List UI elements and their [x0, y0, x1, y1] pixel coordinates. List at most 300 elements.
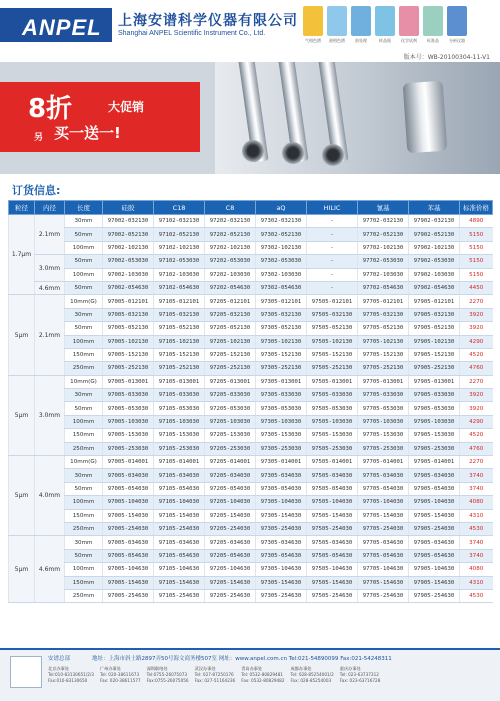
part-number-cell: 97105-053030: [154, 402, 205, 415]
part-number-cell: 97702-032130: [358, 215, 409, 228]
part-number-cell: 97205-253030: [205, 442, 256, 455]
part-number-cell: 97905-034030: [409, 469, 460, 482]
part-number-cell: 97902-053030: [409, 255, 460, 268]
office-contact: [241, 666, 284, 684]
part-number-cell: 97905-012101: [409, 295, 460, 308]
part-number-cell: 97705-252130: [358, 362, 409, 375]
part-number-cell: 97705-104030: [358, 496, 409, 509]
part-number-cell: -: [307, 215, 358, 228]
table-row: [9, 241, 493, 254]
part-number-cell: 97302-032130: [256, 215, 307, 228]
table-row: [9, 375, 493, 388]
table-header-row: [9, 201, 493, 215]
office-fax: Fax: 023-63716728: [339, 678, 381, 683]
office-fax: Fax: 020-38611577: [99, 678, 141, 683]
column-header: 标准价格: [460, 201, 493, 215]
part-number-cell: 97705-253030: [358, 442, 409, 455]
part-number-cell: 97205-103030: [205, 415, 256, 428]
office-tel: Tel: 0532-80829481: [241, 672, 284, 677]
part-number-cell: 97005-254030: [103, 522, 154, 535]
part-number-cell: 97905-053030: [409, 402, 460, 415]
part-number-cell: 97705-054030: [358, 482, 409, 495]
length-cell: 50mm: [65, 402, 103, 415]
price-cell: 3740: [460, 536, 493, 549]
part-number-cell: 97305-253030: [256, 442, 307, 455]
table-row: [9, 549, 493, 562]
table-row: [9, 348, 493, 361]
part-number-cell: 97105-252130: [154, 362, 205, 375]
part-number-cell: 97205-252130: [205, 362, 256, 375]
part-number-cell: 97005-154030: [103, 509, 154, 522]
part-number-cell: 97305-102130: [256, 335, 307, 348]
price-cell: 3920: [460, 389, 493, 402]
category-icon: [351, 6, 371, 36]
footer-contact-line: [92, 654, 392, 662]
part-number-cell: 97105-034630: [154, 536, 205, 549]
length-cell: 250mm: [65, 522, 103, 535]
office-tel: Tel: 027-87250176: [194, 672, 234, 677]
table-row: [9, 509, 493, 522]
part-number-cell: 97705-013001: [358, 375, 409, 388]
category-strip: [302, 6, 468, 44]
part-number-cell: 97102-053030: [154, 255, 205, 268]
part-number-cell: 97705-153030: [358, 429, 409, 442]
category-item: [350, 6, 372, 44]
part-number-cell: 97705-154630: [358, 576, 409, 589]
part-number-cell: 97705-152130: [358, 348, 409, 361]
particle-size-cell: 5μm: [9, 295, 35, 375]
category-label: 化学试剂: [401, 38, 417, 43]
part-number-cell: 97105-103030: [154, 415, 205, 428]
price-cell: 4530: [460, 589, 493, 602]
office-fax: Fax: 027-51164236: [194, 678, 236, 683]
table-row: [9, 576, 493, 589]
price-cell: 3740: [460, 549, 493, 562]
office-contact: [147, 666, 189, 684]
category-icon: [327, 6, 347, 36]
part-number-cell: 97305-012101: [256, 295, 307, 308]
part-number-cell: 97005-104630: [103, 563, 154, 576]
part-number-cell: 97005-033030: [103, 389, 154, 402]
part-number-cell: 97302-054630: [256, 281, 307, 294]
table-row: [9, 442, 493, 455]
price-cell: 4080: [460, 563, 493, 576]
length-cell: 30mm: [65, 469, 103, 482]
part-number-cell: 97505-034630: [307, 536, 358, 549]
part-number-cell: 97702-102130: [358, 241, 409, 254]
length-cell: 150mm: [65, 576, 103, 589]
length-cell: 50mm: [65, 228, 103, 241]
part-number-cell: 97105-254630: [154, 589, 205, 602]
part-number-cell: 97005-032130: [103, 308, 154, 321]
length-cell: 250mm: [65, 442, 103, 455]
part-number-cell: 97005-154630: [103, 576, 154, 589]
part-number-cell: 97205-154630: [205, 576, 256, 589]
price-cell: 4890: [460, 215, 493, 228]
part-number-cell: 97305-254030: [256, 522, 307, 535]
particle-size-cell: 5μm: [9, 375, 35, 455]
part-number-cell: 97905-052130: [409, 322, 460, 335]
part-number-cell: 97205-153030: [205, 429, 256, 442]
table-row: [9, 589, 493, 602]
length-cell: 30mm: [65, 389, 103, 402]
part-number-cell: 97205-104030: [205, 496, 256, 509]
price-cell: 2270: [460, 375, 493, 388]
category-icon: [447, 6, 467, 36]
office-name: 青岛办事处: [241, 666, 263, 671]
length-cell: 10mm(G): [65, 375, 103, 388]
part-number-cell: 97202-032130: [205, 215, 256, 228]
length-cell: 250mm: [65, 589, 103, 602]
part-number-cell: 97905-154630: [409, 576, 460, 589]
price-cell: 4290: [460, 335, 493, 348]
part-number-cell: 97005-102130: [103, 335, 154, 348]
part-number-cell: 97905-152130: [409, 348, 460, 361]
price-cell: 3920: [460, 322, 493, 335]
office-tel: Tel: 023-63737312: [339, 672, 379, 677]
category-label: 样品瓶: [379, 38, 391, 43]
part-number-cell: 97305-104630: [256, 563, 307, 576]
part-number-cell: 97105-012101: [154, 295, 205, 308]
part-number-cell: 97105-054030: [154, 482, 205, 495]
part-number-cell: 97505-152130: [307, 348, 358, 361]
part-number-cell: 97302-052130: [256, 228, 307, 241]
part-number-cell: 97205-013001: [205, 375, 256, 388]
table-row: [9, 456, 493, 469]
part-number-cell: 97702-054630: [358, 281, 409, 294]
footer-logo: [10, 656, 42, 688]
part-number-cell: 97902-032130: [409, 215, 460, 228]
part-number-cell: 97305-103030: [256, 415, 307, 428]
part-number-cell: 97302-103030: [256, 268, 307, 281]
part-number-cell: 97105-152130: [154, 348, 205, 361]
part-number-cell: 97105-033030: [154, 389, 205, 402]
part-number-cell: 97202-102130: [205, 241, 256, 254]
table-row: [9, 415, 493, 428]
length-cell: 50mm: [65, 549, 103, 562]
office-tel: Tel:0755-26075073: [146, 672, 188, 677]
price-cell: 4310: [460, 509, 493, 522]
table-row: [9, 429, 493, 442]
part-number-cell: 97705-254030: [358, 522, 409, 535]
part-number-cell: 97202-103030: [205, 268, 256, 281]
part-number-cell: 97305-154030: [256, 509, 307, 522]
part-number-cell: 97205-054630: [205, 549, 256, 562]
part-number-cell: 97905-054030: [409, 482, 460, 495]
part-number-cell: 97005-054630: [103, 549, 154, 562]
price-cell: 4520: [460, 429, 493, 442]
part-number-cell: 97905-254630: [409, 589, 460, 602]
footer-website: 网址：www.anpel.com.cn: [218, 656, 288, 662]
part-number-cell: 97205-034030: [205, 469, 256, 482]
part-number-cell: 97505-104030: [307, 496, 358, 509]
office-name: 重庆办事处: [339, 666, 361, 671]
part-number-cell: 97202-053030: [205, 255, 256, 268]
part-number-cell: 97105-034030: [154, 469, 205, 482]
office-name: 广州办事处: [99, 666, 121, 671]
part-number-cell: -: [307, 241, 358, 254]
column-header: aQ: [256, 201, 307, 215]
table-row: [9, 335, 493, 348]
part-number-cell: 97305-153030: [256, 429, 307, 442]
part-number-cell: 97002-053030: [103, 255, 154, 268]
table-body: [9, 215, 493, 603]
table-row: [9, 536, 493, 549]
page-footer: [0, 648, 500, 701]
price-cell: 3740: [460, 482, 493, 495]
column-header: C18: [154, 201, 205, 215]
part-number-cell: 97102-054630: [154, 281, 205, 294]
part-number-cell: 97105-154630: [154, 576, 205, 589]
particle-size-cell: 1.7μm: [9, 215, 35, 295]
inner-diameter-cell: 4.0mm: [35, 456, 65, 536]
part-number-cell: 97005-152130: [103, 348, 154, 361]
column-header: 粒径: [9, 201, 35, 215]
footer-fax: Fax:021-54248311: [340, 656, 392, 662]
category-item: [446, 6, 468, 44]
office-contact: [48, 666, 94, 684]
price-cell: 5150: [460, 228, 493, 241]
price-cell: 2270: [460, 456, 493, 469]
category-label: 分析仪器: [449, 38, 465, 43]
table-row: [9, 402, 493, 415]
part-number-cell: 97005-012101: [103, 295, 154, 308]
table-row: [9, 563, 493, 576]
order-info-title: 订货信息:: [12, 184, 61, 197]
part-number-cell: 97905-102130: [409, 335, 460, 348]
table-row: [9, 482, 493, 495]
page-header: [0, 0, 500, 62]
part-number-cell: 97702-103030: [358, 268, 409, 281]
part-number-cell: 97102-103030: [154, 268, 205, 281]
part-number-cell: 97305-054630: [256, 549, 307, 562]
part-number-cell: 97302-053030: [256, 255, 307, 268]
offer-text: 买一送一!: [54, 124, 121, 142]
office-contact: [291, 666, 334, 684]
category-label: 前处理: [355, 38, 367, 43]
particle-size-cell: 5μm: [9, 456, 35, 536]
part-number-cell: 97105-052130: [154, 322, 205, 335]
part-number-cell: 97905-103030: [409, 415, 460, 428]
table-row: [9, 295, 493, 308]
part-number-cell: 97705-052130: [358, 322, 409, 335]
length-cell: 100mm: [65, 563, 103, 576]
category-item: [398, 6, 420, 44]
part-number-cell: 97505-053030: [307, 402, 358, 415]
price-cell: 3920: [460, 402, 493, 415]
column-header: HILIC: [307, 201, 358, 215]
part-number-cell: 97102-102130: [154, 241, 205, 254]
brand-logo-text: ANPEL: [22, 15, 102, 40]
table-row: [9, 308, 493, 321]
part-number-cell: 97205-052130: [205, 322, 256, 335]
price-cell: 4760: [460, 442, 493, 455]
price-cell: 5150: [460, 241, 493, 254]
category-icon: [399, 6, 419, 36]
column-header: 硅胶: [103, 201, 154, 215]
office-contact: [340, 666, 381, 684]
part-number-cell: 97205-034630: [205, 536, 256, 549]
length-cell: 10mm(G): [65, 456, 103, 469]
part-number-cell: 97905-054630: [409, 549, 460, 562]
length-cell: 50mm: [65, 281, 103, 294]
part-number-cell: 97305-154630: [256, 576, 307, 589]
company-name-en: Shanghai ANPEL Scientific Instrument Co., Ltd.: [118, 30, 266, 37]
category-icon: [303, 6, 323, 36]
category-icon: [375, 6, 395, 36]
part-number-cell: 97705-034630: [358, 536, 409, 549]
part-number-cell: 97505-033030: [307, 389, 358, 402]
part-number-cell: 97705-104630: [358, 563, 409, 576]
table-row: [9, 215, 493, 228]
part-number-cell: 97705-103030: [358, 415, 409, 428]
part-number-cell: 97205-102130: [205, 335, 256, 348]
category-item: [326, 6, 348, 44]
part-number-cell: 97505-252130: [307, 362, 358, 375]
category-label: 气相色谱: [305, 38, 321, 43]
office-tel: Tel: 020-38611673: [99, 672, 140, 677]
office-tel: Tel:010-83130651/2/3: [48, 672, 94, 677]
particle-size-cell: 5μm: [9, 536, 35, 603]
price-cell: 2270: [460, 295, 493, 308]
part-number-cell: 97105-014001: [154, 456, 205, 469]
part-number-cell: 97505-054030: [307, 482, 358, 495]
part-number-cell: 97705-033030: [358, 389, 409, 402]
part-number-cell: 97505-104630: [307, 563, 358, 576]
length-cell: 100mm: [65, 241, 103, 254]
length-cell: 10mm(G): [65, 295, 103, 308]
part-number-cell: 97705-154030: [358, 509, 409, 522]
length-cell: 250mm: [65, 362, 103, 375]
office-name: 北京办事处: [48, 666, 69, 671]
part-number-cell: 97505-013001: [307, 375, 358, 388]
part-number-cell: 97005-153030: [103, 429, 154, 442]
length-cell: 100mm: [65, 268, 103, 281]
part-number-cell: 97305-054030: [256, 482, 307, 495]
table-row: [9, 362, 493, 375]
part-number-cell: 97005-034030: [103, 469, 154, 482]
length-cell: 30mm: [65, 536, 103, 549]
price-cell: 4080: [460, 496, 493, 509]
part-number-cell: 97102-032130: [154, 215, 205, 228]
part-number-cell: 97905-034630: [409, 536, 460, 549]
part-number-cell: 97505-102130: [307, 335, 358, 348]
part-number-cell: 97305-104030: [256, 496, 307, 509]
part-number-cell: 97505-054630: [307, 549, 358, 562]
part-number-cell: 97305-034030: [256, 469, 307, 482]
category-icon: [423, 6, 443, 36]
part-number-cell: 97002-052130: [103, 228, 154, 241]
part-number-cell: 97305-032130: [256, 308, 307, 321]
length-cell: 100mm: [65, 335, 103, 348]
part-number-cell: 97702-052130: [358, 228, 409, 241]
part-number-cell: 97105-054630: [154, 549, 205, 562]
length-cell: 30mm: [65, 215, 103, 228]
part-number-cell: 97202-052130: [205, 228, 256, 241]
price-cell: 4760: [460, 362, 493, 375]
column-header: 长度: [65, 201, 103, 215]
part-number-cell: 97205-054030: [205, 482, 256, 495]
part-number-cell: 97505-153030: [307, 429, 358, 442]
part-number-cell: -: [307, 255, 358, 268]
part-number-cell: 97902-052130: [409, 228, 460, 241]
part-number-cell: 97305-033030: [256, 389, 307, 402]
office-contact: [195, 666, 236, 684]
part-number-cell: 97705-102130: [358, 335, 409, 348]
category-item: [422, 6, 444, 44]
part-number-cell: 97002-102130: [103, 241, 154, 254]
discount-text: 8折: [28, 94, 73, 124]
part-number-cell: 97205-254030: [205, 522, 256, 535]
part-number-cell: 97705-032130: [358, 308, 409, 321]
part-number-cell: 97505-014001: [307, 456, 358, 469]
part-number-cell: 97505-034030: [307, 469, 358, 482]
part-number-cell: 97302-102130: [256, 241, 307, 254]
offer-prefix: 另: [34, 133, 44, 143]
inner-diameter-cell: 2.1mm: [35, 215, 65, 255]
company-name-cn: 上海安谱科学仪器有限公司: [118, 13, 298, 29]
office-list: [48, 666, 380, 684]
part-number-cell: 97902-102130: [409, 241, 460, 254]
part-number-cell: 97705-012101: [358, 295, 409, 308]
table-row: [9, 281, 493, 294]
part-number-cell: 97705-254630: [358, 589, 409, 602]
length-cell: 150mm: [65, 429, 103, 442]
length-cell: 100mm: [65, 415, 103, 428]
part-number-cell: 97205-014001: [205, 456, 256, 469]
office-fax: Fax: 028-85254003: [290, 678, 332, 683]
footer-address: 地址：上海市斜土路2897弄50号海文商务楼507室: [92, 656, 217, 662]
table-row: [9, 522, 493, 535]
office-name: 深圳联络处: [146, 666, 168, 671]
part-number-cell: 97705-053030: [358, 402, 409, 415]
part-number-cell: 97905-032130: [409, 308, 460, 321]
part-number-cell: 97905-104630: [409, 563, 460, 576]
office-fax: Fax: 0532-80829482: [241, 678, 285, 683]
promo-panel: [0, 82, 200, 152]
part-number-cell: 97505-012101: [307, 295, 358, 308]
table-row: [9, 268, 493, 281]
part-number-cell: 97505-154630: [307, 576, 358, 589]
price-cell: 4530: [460, 522, 493, 535]
price-cell: 4310: [460, 576, 493, 589]
part-number-cell: 97002-103030: [103, 268, 154, 281]
part-number-cell: 97102-052130: [154, 228, 205, 241]
part-number-cell: 97105-153030: [154, 429, 205, 442]
inner-diameter-cell: 3.0mm: [35, 255, 65, 282]
price-cell: 3740: [460, 469, 493, 482]
part-number-cell: 97905-154030: [409, 509, 460, 522]
part-number-cell: 97105-154030: [154, 509, 205, 522]
part-number-cell: 97705-014001: [358, 456, 409, 469]
office-contact: [100, 666, 141, 684]
part-number-cell: 97002-054630: [103, 281, 154, 294]
part-number-cell: 97105-013001: [154, 375, 205, 388]
part-number-cell: 97005-052130: [103, 322, 154, 335]
price-cell: 4290: [460, 415, 493, 428]
part-number-cell: 97305-014001: [256, 456, 307, 469]
price-cell: 5150: [460, 268, 493, 281]
length-cell: 50mm: [65, 322, 103, 335]
promo-banner: [0, 62, 500, 174]
footer-tel: Tel:021-54890099: [288, 656, 339, 662]
price-cell: 4520: [460, 348, 493, 361]
length-cell: 100mm: [65, 496, 103, 509]
office-tel: Tel: 028-85254001/2: [290, 672, 334, 677]
length-cell: 50mm: [65, 255, 103, 268]
part-number-cell: 97705-054630: [358, 549, 409, 562]
part-number-cell: 97202-054630: [205, 281, 256, 294]
